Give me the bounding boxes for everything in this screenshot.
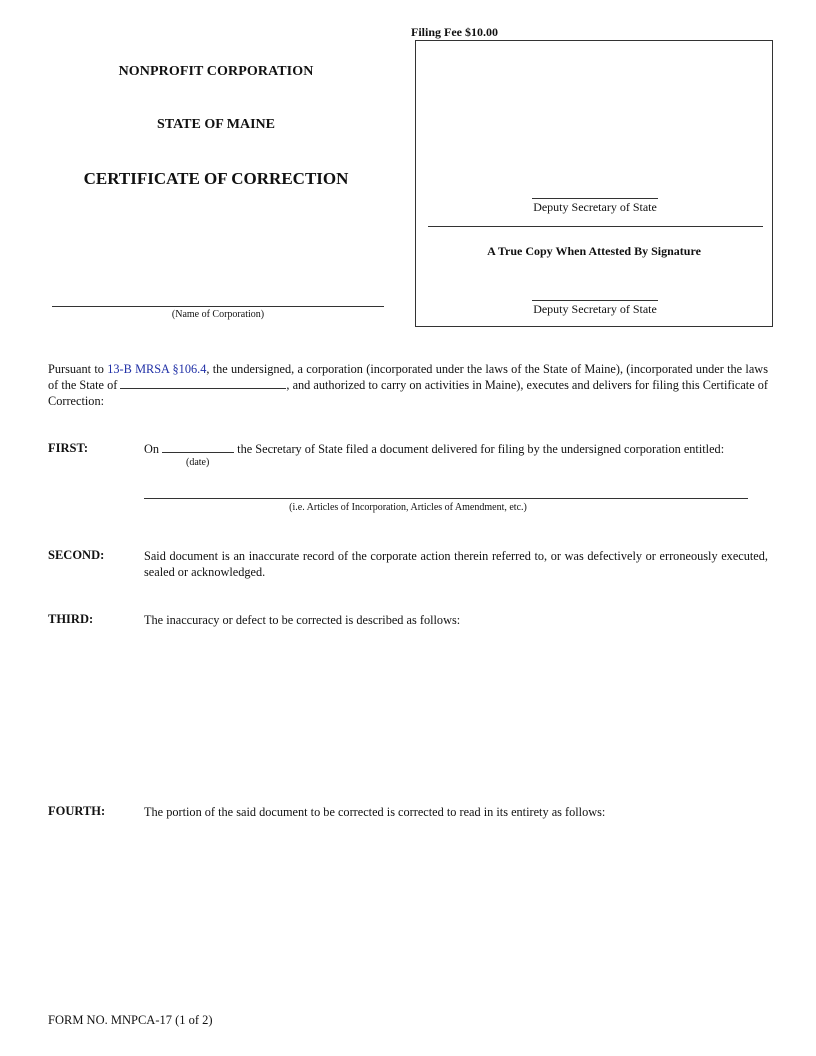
state-of-incorporation-field[interactable] xyxy=(120,378,286,389)
filing-fee: Filing Fee $10.00 xyxy=(411,25,498,39)
attested-copy-note: A True Copy When Attested By Signature xyxy=(487,244,701,258)
page-title: CERTIFICATE OF CORRECTION xyxy=(83,169,349,188)
second-text: Said document is an inaccurate record of the corporate action therein referred to, or was defectively or erroneously executed, sealed or acknowledged. xyxy=(144,549,768,580)
fourth-text: The portion of the said document to be corrected is corrected to read in its entirety as follows: xyxy=(144,805,606,819)
intro-paragraph xyxy=(48,361,768,410)
filing-box xyxy=(415,40,773,327)
statute-link[interactable]: 13-B MRSA §106.4 xyxy=(107,362,207,376)
intro-text-2: , and authorized to carry on activities in Maine), executes and delivers for filing this Certificate of Correction: xyxy=(48,378,768,409)
document-title-field[interactable] xyxy=(144,498,748,499)
fourth-label: FOURTH: xyxy=(48,804,106,818)
third-label: THIRD: xyxy=(48,612,94,626)
signature-line-top[interactable] xyxy=(532,198,658,199)
deputy-secretary-label-bottom: Deputy Secretary of State xyxy=(533,302,657,316)
intro-prefix: Pursuant to xyxy=(48,362,108,376)
first-body: the Secretary of State filed a document delivered for filing by the undersigned corporation entitled: xyxy=(234,442,725,456)
first-on: On xyxy=(144,442,160,456)
first-label: FIRST: xyxy=(48,441,89,455)
third-text: The inaccuracy or defect to be corrected is described as follows: xyxy=(144,613,461,627)
corporation-name-caption: (Name of Corporation) xyxy=(171,309,265,320)
first-text xyxy=(144,441,768,457)
filing-date-field[interactable] xyxy=(162,442,234,453)
signature-line-bottom[interactable] xyxy=(532,300,658,301)
intro-text-1: , the undersigned, a corporation (incorporated under the laws of the State of Maine), (incorporated under the laws of the State of xyxy=(48,362,768,393)
state-heading: STATE OF MAINE xyxy=(157,117,275,132)
corporation-name-field[interactable] xyxy=(52,306,384,307)
box-divider xyxy=(428,226,763,227)
deputy-secretary-label-top: Deputy Secretary of State xyxy=(533,200,657,214)
date-caption: (date) xyxy=(186,457,210,468)
form-number: FORM NO. MNPCA-17 (1 of 2) xyxy=(48,1013,213,1027)
document-title-caption: (i.e. Articles of Incorporation, Articles of Amendment, etc.) xyxy=(289,502,527,513)
second-label: SECOND: xyxy=(48,548,105,562)
org-type-heading: NONPROFIT CORPORATION xyxy=(118,64,314,79)
